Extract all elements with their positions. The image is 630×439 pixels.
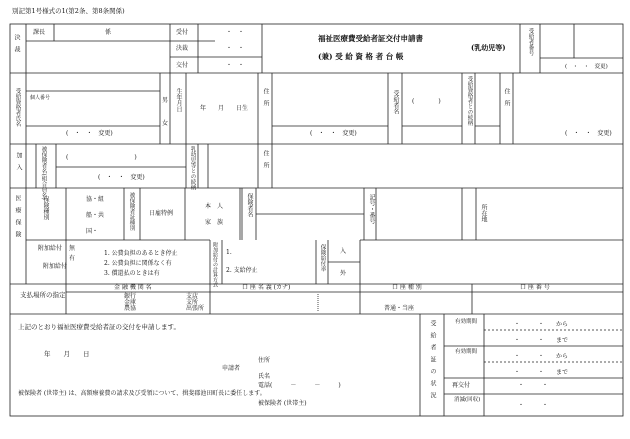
kessai-date[interactable]: ・ ・ bbox=[226, 45, 245, 52]
form-title: 福祉医療費受給者証交付申請書 bbox=[318, 34, 423, 43]
subscriber-change[interactable]: ( ・ ・ 変更) bbox=[98, 174, 145, 181]
declaration-text: 上記のとおり福祉医療費受給者証の交付を申請します。 bbox=[18, 323, 180, 331]
public-expense-2[interactable]: 2. 公費負担に関係なく有 bbox=[104, 260, 172, 267]
insured-type-label: 被保険者証種別 bbox=[128, 192, 135, 231]
calc-1[interactable]: 1. bbox=[226, 249, 232, 256]
qualified-change[interactable]: ( ・ ・ 変更) bbox=[66, 130, 113, 137]
subscriber-name-paren[interactable]: ( ) bbox=[66, 154, 137, 161]
account-type-value[interactable]: 普通・当座 bbox=[384, 305, 415, 312]
male-label[interactable]: 男 bbox=[162, 97, 169, 104]
rate-label: 保険給付率 bbox=[319, 244, 326, 272]
subscriber-name-label: 被保険者名(組合員名) bbox=[40, 146, 47, 200]
kakari-label: 係 bbox=[105, 29, 112, 36]
recipient-name-label: 受給者名 bbox=[392, 90, 399, 114]
address-label: 住所 bbox=[262, 88, 269, 112]
insurance-type-label: 保険種別 bbox=[42, 196, 49, 220]
kofu-date[interactable]: ・ ・ bbox=[226, 62, 245, 69]
rate-out: 外 bbox=[340, 270, 347, 277]
birth-label: 生年月日 bbox=[175, 88, 182, 112]
branch-type-1[interactable]: 支店 bbox=[186, 293, 199, 300]
special-label[interactable]: 日雇特例 bbox=[149, 210, 174, 217]
kessai2-label: 決裁 bbox=[176, 45, 189, 52]
kacho-label: 課長 bbox=[33, 29, 46, 36]
account-type-label: 口 座 種 別 bbox=[392, 284, 422, 291]
uketsuke-label: 受付 bbox=[176, 29, 189, 36]
calc-method-label: 附加給付の計算方式 bbox=[212, 242, 218, 287]
form-id: 別記第1号様式の1(第2条、第8条関係) bbox=[12, 7, 125, 15]
qualified-name-label: 受給資格者氏名 bbox=[14, 88, 21, 127]
reissue-date[interactable]: ・ ・ bbox=[518, 382, 549, 389]
form-category: (乳幼児等) bbox=[471, 43, 506, 52]
calc-2[interactable]: 2. 支給停止 bbox=[226, 267, 258, 274]
applicant-name: 氏名 bbox=[258, 373, 271, 380]
period-2-from[interactable]: ・ ・ から bbox=[514, 353, 569, 360]
kofu-label: 交付 bbox=[176, 62, 189, 69]
subscriber-relation-label: 乳幼児等との続柄 bbox=[189, 146, 196, 190]
addition-label: 附加給付 bbox=[38, 245, 63, 252]
bank-type-1[interactable]: 銀行 bbox=[124, 293, 137, 300]
bank-title: 支払場所の指定 bbox=[20, 291, 66, 299]
valid-period-1: 有効期間 bbox=[455, 319, 478, 325]
public-expense-1[interactable]: 1. 公費負担のあるとき停止 bbox=[104, 250, 178, 257]
period-1-to[interactable]: ・ ・ まで bbox=[514, 337, 569, 344]
reissue-label: 再交付 bbox=[452, 382, 471, 389]
disposal-label: 消滅(回収) bbox=[454, 397, 481, 403]
address2-change[interactable]: ( ・ ・ 変更) bbox=[565, 130, 612, 137]
bank-name-label: 金 融 機 関 名 bbox=[114, 284, 152, 291]
public-expense-3[interactable]: 3. 償還払のときは有 bbox=[104, 270, 160, 277]
medical-insurance-label: 医療保険 bbox=[14, 195, 21, 243]
addition-label-2: 附加給付 bbox=[43, 263, 68, 270]
account-number-label: 口 座 番 号 bbox=[520, 284, 550, 291]
honnin-label[interactable]: 本 人 bbox=[205, 203, 224, 210]
address-label-2: 住所 bbox=[503, 88, 510, 112]
period-2-to[interactable]: ・ ・ まで bbox=[514, 369, 569, 376]
branch-type-3[interactable]: 出張所 bbox=[186, 305, 205, 312]
period-1-from[interactable]: ・ ・ から bbox=[514, 321, 569, 328]
insurance-type-1[interactable]: 協・組 bbox=[86, 196, 105, 203]
delegation-text: 被保険者 (世帯主) は、高額療養費の請求及び受領について、揖斐郡池田町長に委任します。 bbox=[18, 390, 266, 397]
kanyu-label: 加入 bbox=[15, 152, 22, 176]
insurer-name-label: 保険者名 bbox=[246, 193, 253, 217]
addition-nashi[interactable]: 無 bbox=[69, 245, 76, 252]
account-holder-label: 口 座 名 義 (カナ) bbox=[242, 284, 291, 291]
symbol-number-label: 記号・番号 bbox=[368, 194, 375, 224]
kazoku-label[interactable]: 家 族 bbox=[205, 219, 224, 226]
valid-period-2: 有効期間 bbox=[455, 349, 478, 355]
addition-ari[interactable]: 有 bbox=[69, 255, 76, 262]
address-change[interactable]: ( ・ ・ 変更) bbox=[310, 130, 357, 137]
birth-value[interactable]: 年 月 日生 bbox=[200, 105, 249, 112]
status-label: 受給者証の状況 bbox=[429, 320, 436, 404]
insured-signature: 被保険者 (世帯主) bbox=[258, 400, 307, 407]
disposal-date[interactable]: ・ ・ bbox=[518, 402, 549, 409]
subscriber-address-label: 住所 bbox=[262, 150, 269, 174]
insurance-type-3[interactable]: 国・ bbox=[86, 228, 99, 235]
recipient-number-change[interactable]: ( ・ ・ 変更) bbox=[565, 64, 608, 70]
female-label[interactable]: 女 bbox=[162, 120, 169, 127]
kessai-label: 決裁 bbox=[13, 34, 20, 58]
declaration-date[interactable]: 年 月 日 bbox=[44, 350, 90, 358]
rate-in: 入 bbox=[340, 248, 347, 255]
bank-type-3[interactable]: 農協 bbox=[124, 305, 137, 312]
bank-type-2[interactable]: 金庫 bbox=[124, 299, 137, 306]
location-label: 所在地 bbox=[480, 204, 487, 222]
applicant-phone[interactable]: 電話( － － ) bbox=[258, 382, 341, 389]
uketsuke-date[interactable]: ・ ・ bbox=[226, 29, 245, 36]
personal-number-label: 個人番号 bbox=[30, 95, 51, 101]
recipient-name-paren[interactable]: ( ) bbox=[412, 98, 441, 105]
relation-label: 受給資格者との続柄 bbox=[466, 76, 473, 126]
applicant-address: 住所 bbox=[258, 357, 271, 364]
applicant-label: 申請者 bbox=[222, 365, 241, 372]
insurance-type-2[interactable]: 船・共 bbox=[86, 212, 105, 219]
branch-type-2[interactable]: 支所 bbox=[186, 299, 199, 306]
form-subtitle: (兼) 受 給 資 格 者 台 帳 bbox=[318, 52, 404, 61]
recipient-number-label: 受給者番号 bbox=[527, 28, 534, 56]
